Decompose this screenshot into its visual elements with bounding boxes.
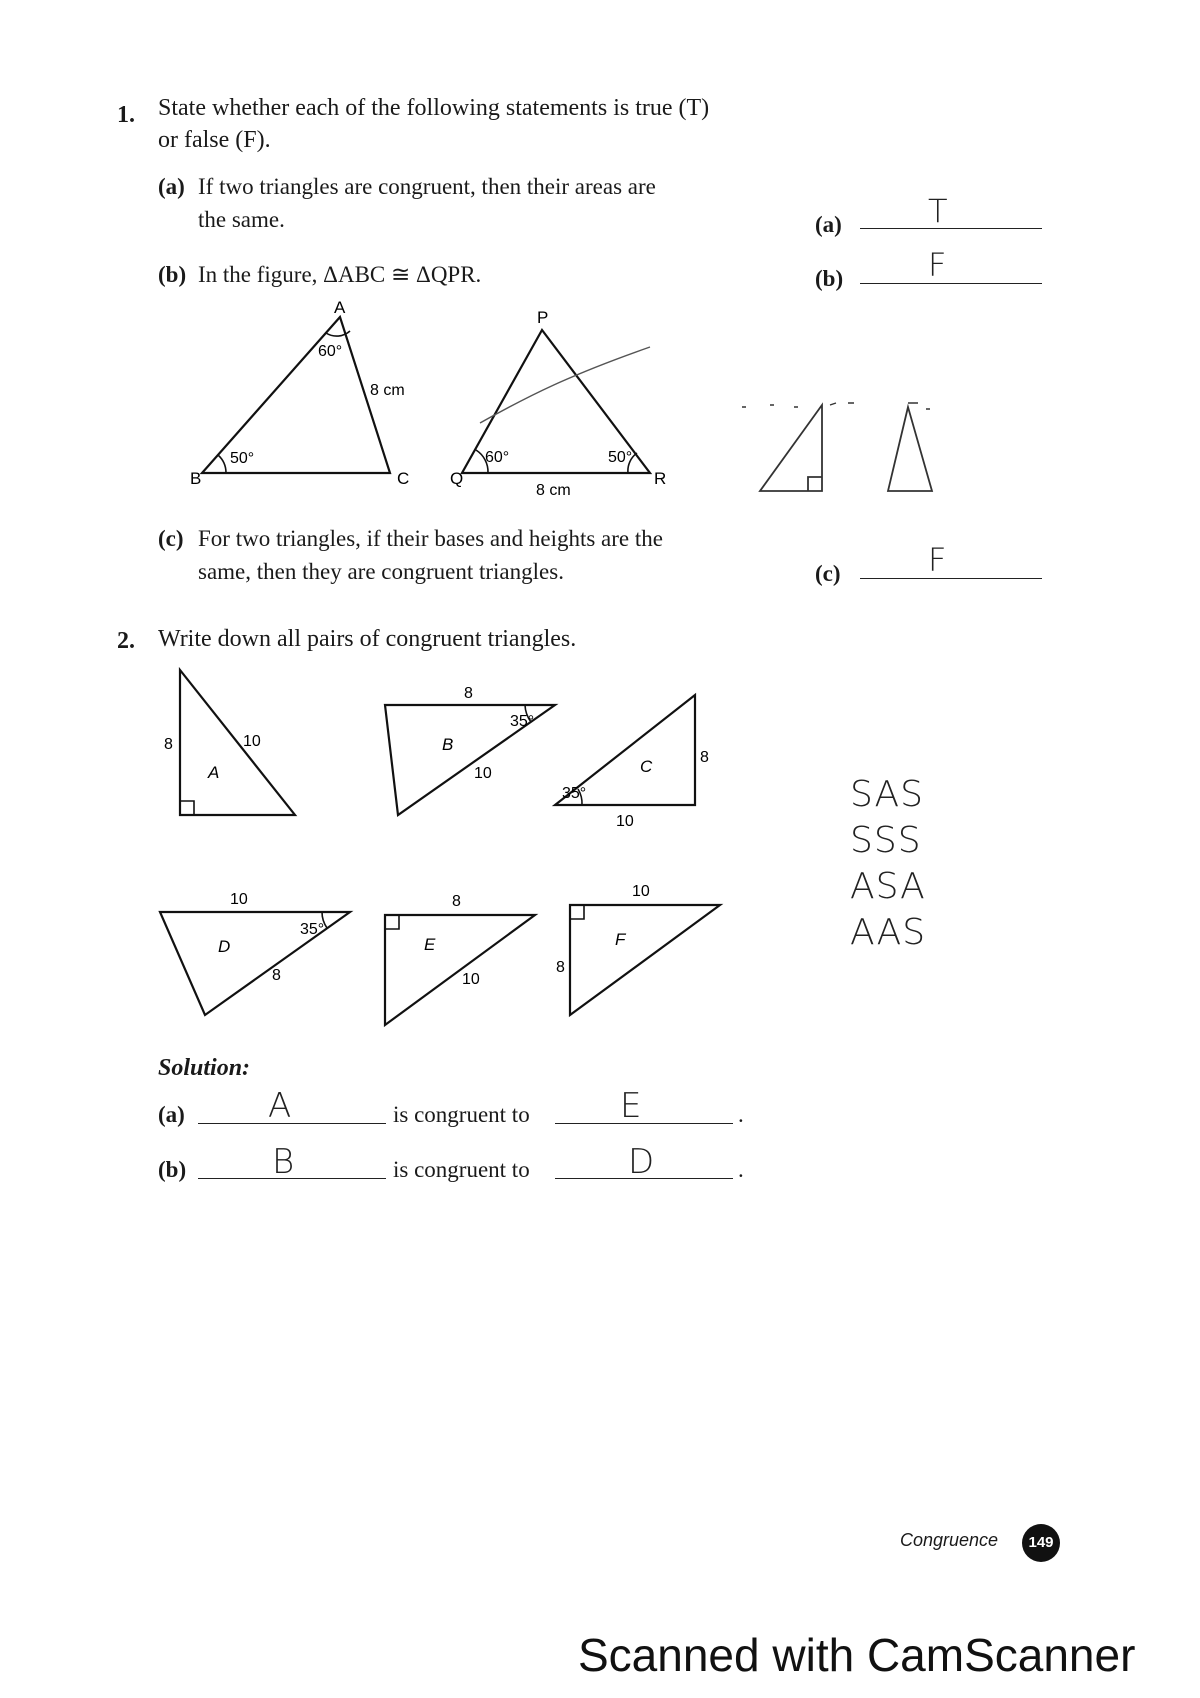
triangle-f-right-angle bbox=[570, 905, 584, 919]
answer-1b-handwritten: F bbox=[928, 246, 947, 284]
triangle-b-name: B bbox=[442, 735, 454, 754]
solution-b-left-answer: B bbox=[272, 1142, 295, 1182]
note-sss: SSS bbox=[850, 820, 922, 861]
question-2-prompt: Write down all pairs of congruent triangles. bbox=[158, 626, 577, 652]
solution-a-left-answer: A bbox=[268, 1086, 292, 1126]
angle-b-label: 50° bbox=[230, 450, 255, 467]
solution-b-period: . bbox=[738, 1157, 744, 1182]
solution-b-text: is congruent to bbox=[393, 1157, 530, 1182]
vertex-p-label: P bbox=[537, 308, 549, 327]
solution-a-right-answer: E bbox=[620, 1086, 642, 1126]
question-1c-text-line-1: For two triangles, if their bases and heights are the bbox=[198, 526, 663, 551]
triangle-f-side-8: 8 bbox=[556, 959, 565, 976]
note-sas: SAS bbox=[850, 774, 924, 815]
angle-r-label: 50° bbox=[608, 449, 633, 466]
angle-q-label: 60° bbox=[485, 449, 510, 466]
triangle-c-angle: 35° bbox=[562, 785, 587, 802]
triangle-d-side-8: 8 bbox=[272, 967, 281, 984]
triangle-b-angle: 35° bbox=[510, 713, 535, 730]
solution-a-left-line[interactable] bbox=[198, 1123, 386, 1124]
solution-b-right-answer: D bbox=[628, 1142, 655, 1182]
sketch-right-angle-mark bbox=[808, 477, 822, 491]
question-1a-text-line-1: If two triangles are congruent, then their areas are bbox=[198, 174, 656, 199]
vertex-b-label: B bbox=[190, 469, 202, 488]
sketch-triangle bbox=[888, 407, 932, 491]
camscanner-watermark: Scanned with CamScanner bbox=[578, 1629, 1136, 1681]
angle-a-label: 60° bbox=[318, 343, 343, 360]
sketch-right-triangle bbox=[760, 405, 822, 491]
footer-chapter-title: Congruence bbox=[900, 1530, 999, 1550]
triangle-abc-angle-b-arc bbox=[218, 455, 226, 473]
solution-b-label: (b) bbox=[158, 1157, 187, 1182]
question-1c-text-line-2: same, then they are congruent triangles. bbox=[198, 559, 564, 584]
solution-heading: Solution: bbox=[158, 1055, 251, 1081]
triangle-c-side-8: 8 bbox=[700, 749, 709, 766]
solution-a-text: is congruent to bbox=[393, 1102, 530, 1127]
vertex-q-label: Q bbox=[450, 469, 464, 488]
question-1a-label: (a) bbox=[158, 174, 185, 199]
triangle-f-name: F bbox=[615, 930, 626, 949]
triangle-f-shape bbox=[570, 905, 720, 1015]
triangle-e-right-angle bbox=[385, 915, 399, 929]
triangle-c-name: C bbox=[640, 757, 653, 776]
sketch-dashes bbox=[742, 403, 930, 409]
figure-1b bbox=[190, 295, 710, 510]
footer-page-number: 149 bbox=[1022, 1524, 1060, 1562]
triangle-e-shape bbox=[385, 915, 535, 1025]
answer-1c-label: (c) bbox=[815, 561, 841, 586]
triangle-e-name: E bbox=[424, 935, 436, 954]
answer-1a-handwritten: T bbox=[928, 192, 948, 230]
triangle-d-name: D bbox=[218, 937, 231, 956]
note-asa: ASA bbox=[850, 866, 926, 907]
answer-1a-line[interactable] bbox=[860, 228, 1042, 229]
handwritten-notes bbox=[850, 772, 926, 956]
question-1-prompt-line-2: or false (F). bbox=[158, 127, 271, 153]
triangle-a-shape bbox=[180, 670, 295, 815]
triangle-c-side-10: 10 bbox=[616, 813, 634, 830]
solution-a-period: . bbox=[738, 1102, 744, 1127]
vertex-c-label: C bbox=[397, 469, 410, 488]
side-qr-label: 8 cm bbox=[536, 482, 571, 499]
question-2-number: 2. bbox=[117, 628, 135, 654]
question-1a-text-line-2: the same. bbox=[198, 207, 285, 232]
solution-a-label: (a) bbox=[158, 1102, 185, 1127]
question-1-number: 1. bbox=[117, 102, 135, 128]
triangle-d-side-10: 10 bbox=[230, 891, 248, 908]
triangle-d-angle: 35° bbox=[300, 921, 325, 938]
side-ac-label: 8 cm bbox=[370, 382, 405, 399]
triangle-f-side-10: 10 bbox=[632, 883, 650, 900]
question-1b-text: In the figure, ΔABC ≅ ΔQPR. bbox=[198, 262, 482, 287]
answer-1b-label: (b) bbox=[815, 266, 844, 291]
answer-1c-handwritten: F bbox=[928, 541, 947, 579]
vertex-r-label: R bbox=[654, 469, 667, 488]
question-1b-label: (b) bbox=[158, 262, 187, 287]
triangle-e-side-10: 10 bbox=[462, 971, 480, 988]
triangle-b-side-10: 10 bbox=[474, 765, 492, 782]
triangle-a-right-angle bbox=[180, 801, 194, 815]
triangle-a-name: A bbox=[208, 763, 220, 782]
triangle-b-side-8: 8 bbox=[464, 685, 473, 702]
triangle-a-side-10: 10 bbox=[243, 733, 261, 750]
handwritten-sketch bbox=[730, 395, 960, 505]
vertex-a-label: A bbox=[334, 298, 346, 317]
figure-2 bbox=[150, 660, 730, 1030]
answer-1c-line[interactable] bbox=[860, 578, 1042, 579]
answer-1b-line[interactable] bbox=[860, 283, 1042, 284]
solution-a-right-line[interactable] bbox=[555, 1123, 733, 1124]
triangle-a-side-8: 8 bbox=[164, 736, 173, 753]
answer-1a-label: (a) bbox=[815, 212, 842, 237]
note-aas: AAS bbox=[850, 912, 927, 953]
pen-stroke bbox=[480, 347, 650, 423]
question-1-prompt-line-1: State whether each of the following statements is true (T) bbox=[158, 95, 710, 121]
question-1c-label: (c) bbox=[158, 526, 184, 551]
triangle-e-side-8: 8 bbox=[452, 893, 461, 910]
